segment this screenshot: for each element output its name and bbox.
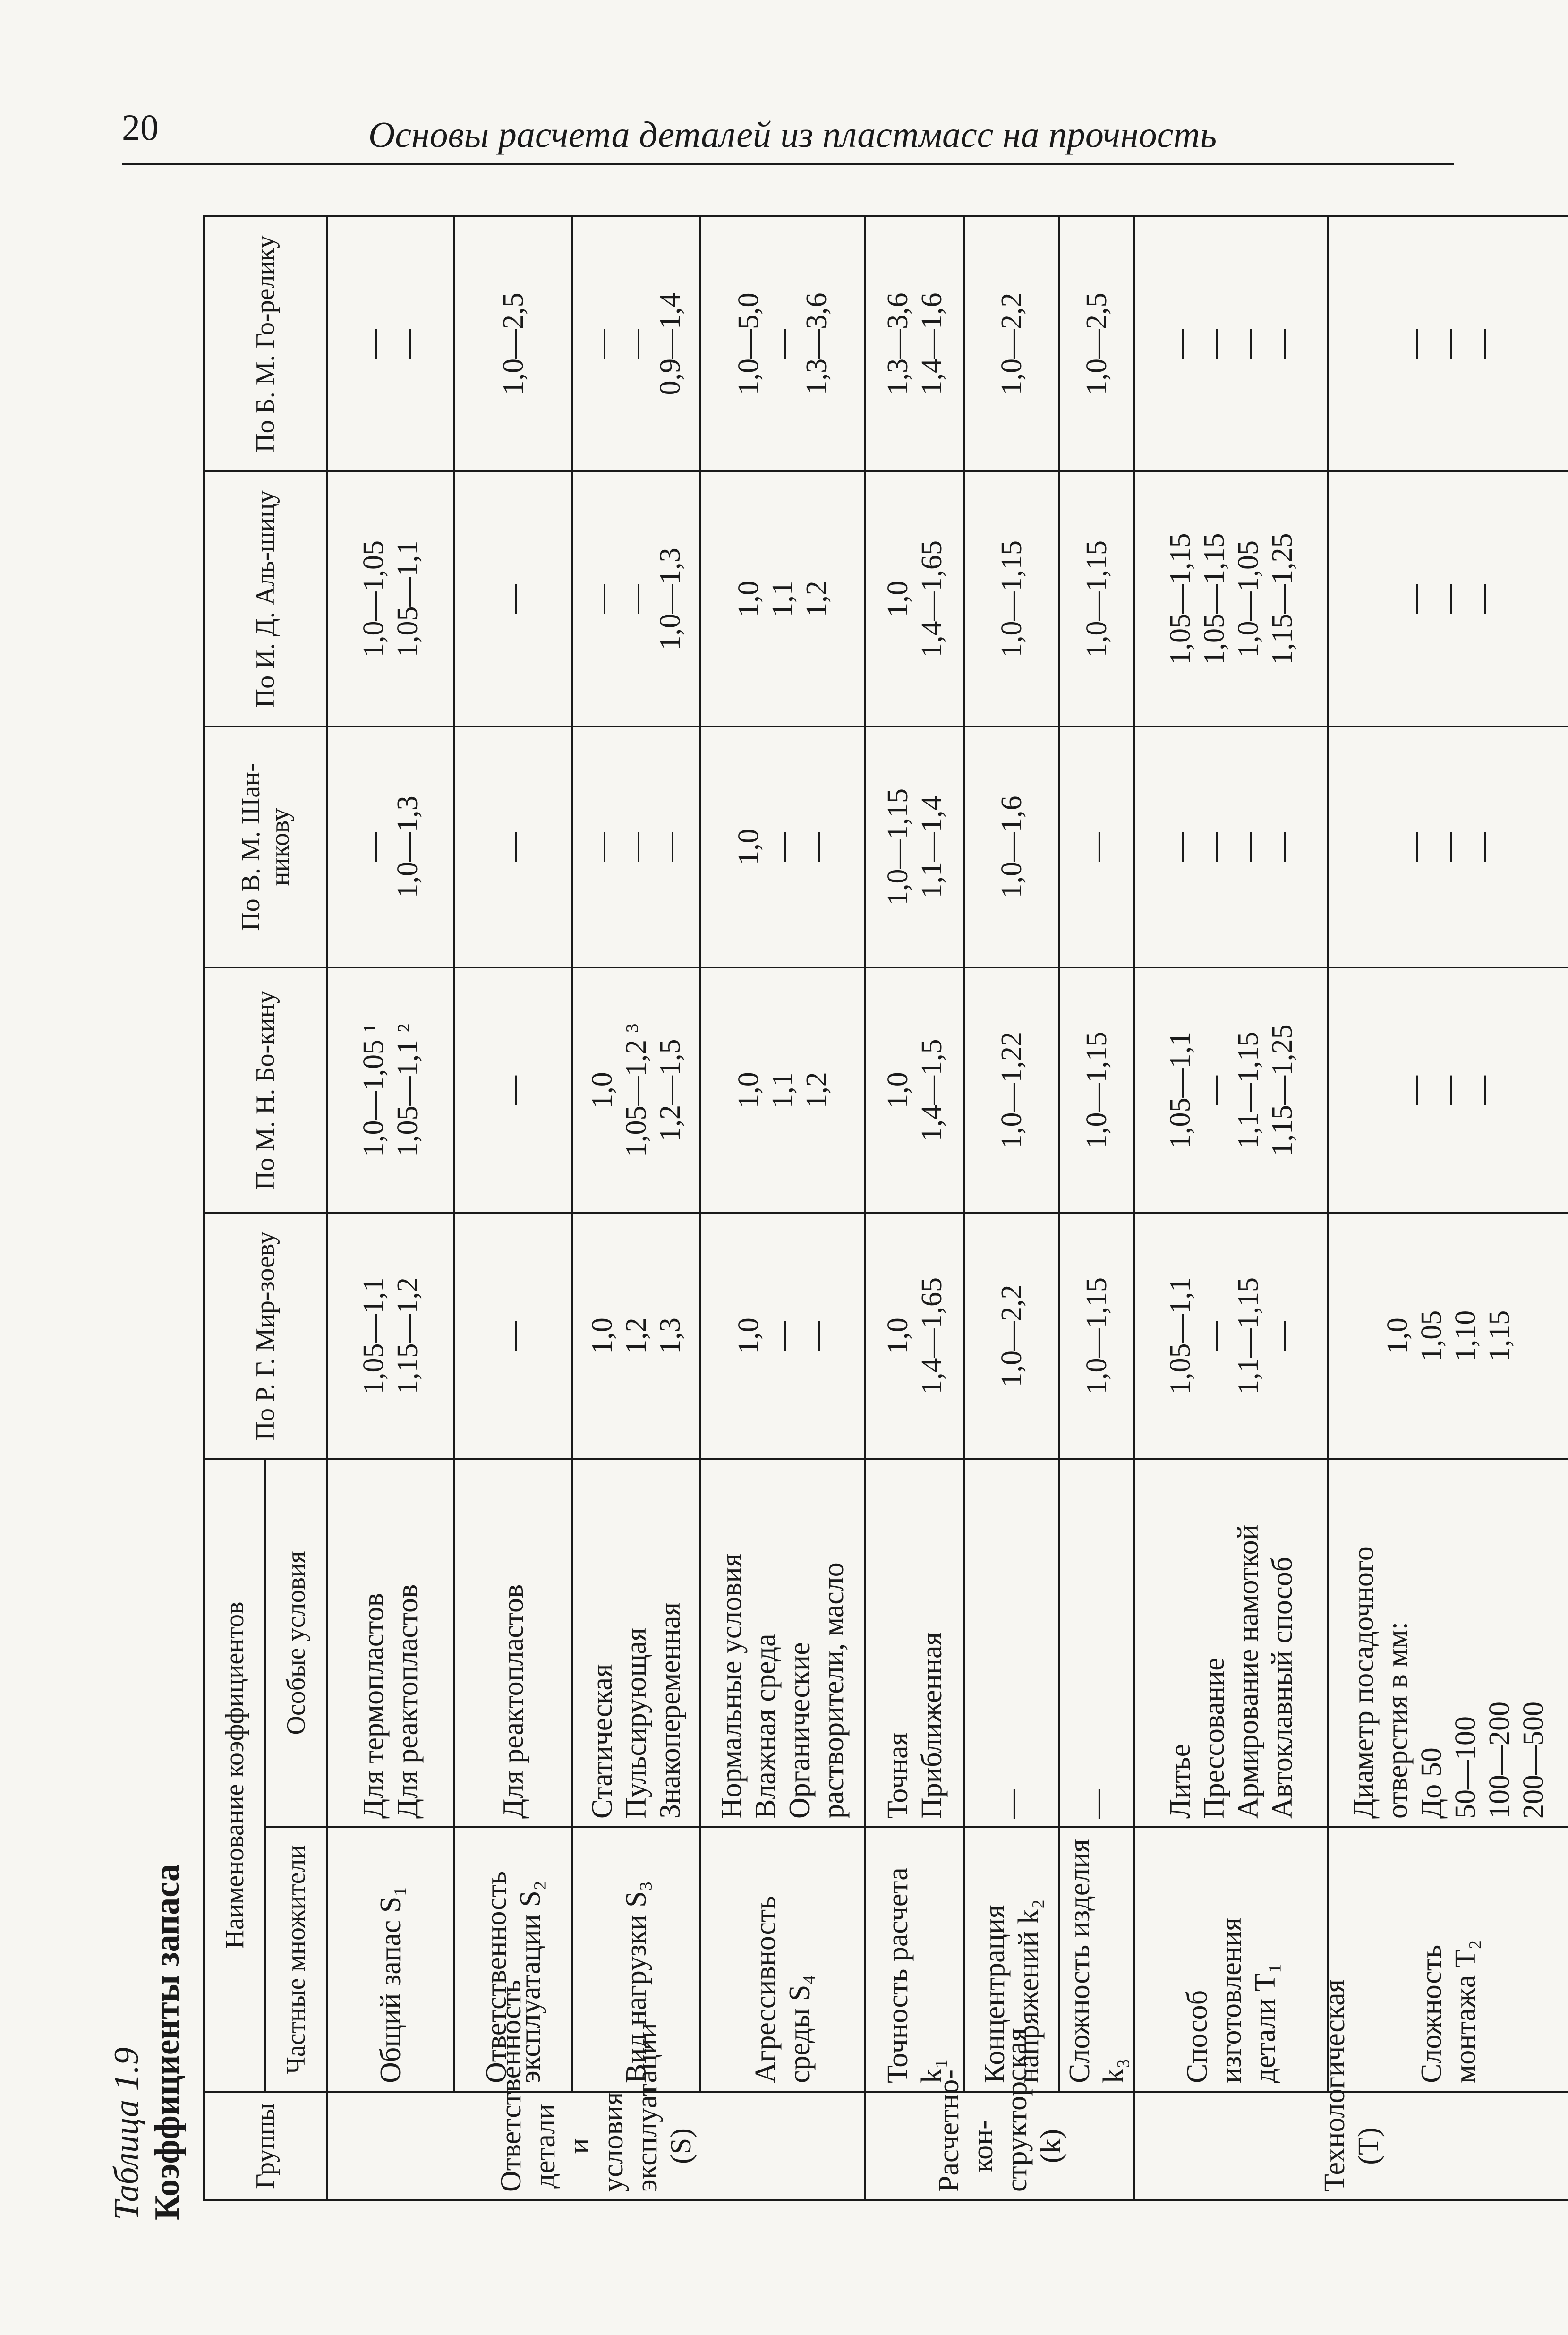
factor-cell: Точность расчета k₁ (865, 1827, 964, 2092)
condition-cell: Для реактопластов (454, 1459, 572, 1827)
value-shanikov: 1,0—1,6 (964, 727, 1059, 967)
value-gorelik: 1,0—2,5 (454, 216, 572, 471)
value-bokin: 1,0 1,05—1,2 ³ 1,2—1,5 (572, 967, 700, 1213)
running-title: Основы расчета деталей из пластмасс на прочность (368, 114, 1217, 155)
factor-cell: Общий запас S₁ (327, 1827, 454, 2092)
factor-cell: Сложность монтажа T₂ (1328, 1827, 1568, 2092)
value-shanikov: — (1059, 727, 1134, 967)
value-mirzoev: 1,05—1,1 1,15—1,2 (327, 1213, 454, 1459)
value-alshits: 1,0 1,4—1,65 (865, 471, 964, 727)
value-mirzoev: — (454, 1213, 572, 1459)
value-shanikov: — 1,0—1,3 (327, 727, 454, 967)
value-gorelik: — — — (1328, 216, 1568, 471)
value-mirzoev: 1,05—1,1 — 1,1—1,15 — (1134, 1213, 1328, 1459)
value-shanikov: — (454, 727, 572, 967)
value-bokin: 1,0—1,15 (1059, 967, 1134, 1213)
header-groups: Группы (204, 2092, 327, 2200)
value-gorelik: — — — — (1134, 216, 1328, 471)
value-alshits: 1,0 1,1 1,2 (700, 471, 865, 727)
condition-cell: Для термопластов Для реактопластов (327, 1459, 454, 1827)
safety-factor-table (203, 217, 1550, 2201)
value-gorelik: 1,3—3,6 1,4—1,6 (865, 216, 964, 471)
value-shanikov: 1,0 — — (700, 727, 865, 967)
value-mirzoev: 1,0 1,05 1,10 1,15 (1328, 1213, 1568, 1459)
group-design: Расчетно-кон-структорская (k) (865, 2092, 1134, 2200)
value-alshits: — (454, 471, 572, 727)
value-alshits: 1,0—1,15 (964, 471, 1059, 727)
value-alshits: 1,05—1,15 1,05—1,15 1,0—1,05 1,15—1,25 (1134, 471, 1328, 727)
header-gorelik: По Б. М. Го-релику (204, 216, 327, 471)
header-mirzoev: По Р. Г. Мир-зоеву (204, 1213, 327, 1459)
condition-cell: Литье Прессование Армирование намоткой Автоклавный способ (1134, 1459, 1328, 1827)
value-bokin: 1,0 1,4—1,5 (865, 967, 964, 1213)
condition-cell: Статическая Пульсирующая Знакопеременная (572, 1459, 700, 1827)
header-special: Особые условия (265, 1459, 327, 1827)
value-gorelik: 1,0—5,0 — 1,3—3,6 (700, 216, 865, 471)
value-mirzoev: 1,0—2,2 (964, 1213, 1059, 1459)
value-shanikov: — — — — (1134, 727, 1328, 967)
factor-cell: Концентрация напряжений k₂ (964, 1827, 1059, 2092)
value-mirzoev: 1,0 1,4—1,65 (865, 1213, 964, 1459)
value-alshits: 1,0—1,15 (1059, 471, 1134, 727)
condition-cell: — (1059, 1459, 1134, 1827)
value-bokin: — — — (1328, 967, 1568, 1213)
condition-cell: Точная Приближенная (865, 1459, 964, 1827)
factor-cell: Вид нагрузки S₃ (572, 1827, 700, 2092)
header-name-group: Наименование коэффициентов (204, 1459, 265, 2092)
group-technology: Технологическая (T) (1134, 2092, 1568, 2200)
header-partial: Частные множители (265, 1827, 327, 2092)
value-gorelik: — — (327, 216, 454, 471)
value-gorelik: — — 0,9—1,4 (572, 216, 700, 471)
value-alshits: 1,0—1,05 1,05—1,1 (327, 471, 454, 727)
value-shanikov: 1,0—1,15 1,1—1,4 (865, 727, 964, 967)
value-gorelik: 1,0—2,5 (1059, 216, 1134, 471)
value-bokin: 1,0—1,05 ¹ 1,05—1,1 ² (327, 967, 454, 1213)
header-rule (122, 163, 1454, 165)
value-mirzoev: 1,0—1,15 (1059, 1213, 1134, 1459)
condition-cell: Нормальные условия Влажная среда Органические растворители, масло (700, 1459, 865, 1827)
value-bokin: 1,05—1,1 — 1,1—1,15 1,15—1,25 (1134, 967, 1328, 1213)
table-title: Коэффициенты запаса (148, 1864, 187, 2220)
value-bokin: 1,0—1,22 (964, 967, 1059, 1213)
factor-cell: Способ изготовления детали T₁ (1134, 1827, 1328, 2092)
condition-cell: — (964, 1459, 1059, 1827)
header-alshits: По И. Д. Аль-шицу (204, 471, 327, 727)
factor-cell: Ответственность эксплуатации S₂ (454, 1827, 572, 2092)
value-shanikov: — — — (572, 727, 700, 967)
value-shanikov: — — — (1328, 727, 1568, 967)
header-shanikov: По В. М. Шан-никову (204, 727, 327, 967)
table-caption (106, 1864, 187, 2220)
condition-cell: Диаметр посадочного отверстия в мм: До 50 50—100 100—200 200—500 (1328, 1459, 1568, 1827)
factor-cell: Сложность изделия k₃ (1059, 1827, 1134, 2092)
value-gorelik: 1,0—2,2 (964, 216, 1059, 471)
value-bokin: — (454, 967, 572, 1213)
value-mirzoev: 1,0 — — (700, 1213, 865, 1459)
value-alshits: — — — (1328, 471, 1568, 727)
factor-cell: Агрессивность среды S₄ (700, 1827, 865, 2092)
value-bokin: 1,0 1,1 1,2 (700, 967, 865, 1213)
page-number: 20 (122, 107, 159, 148)
value-mirzoev: 1,0 1,2 1,3 (572, 1213, 700, 1459)
table-number: Таблица 1.9 (107, 2047, 146, 2220)
group-responsibility: Ответственность детали и условия эксплуатации (S) (327, 2092, 865, 2200)
value-alshits: — — 1,0—1,3 (572, 471, 700, 727)
header-bokin: По М. Н. Бо-кину (204, 967, 327, 1213)
